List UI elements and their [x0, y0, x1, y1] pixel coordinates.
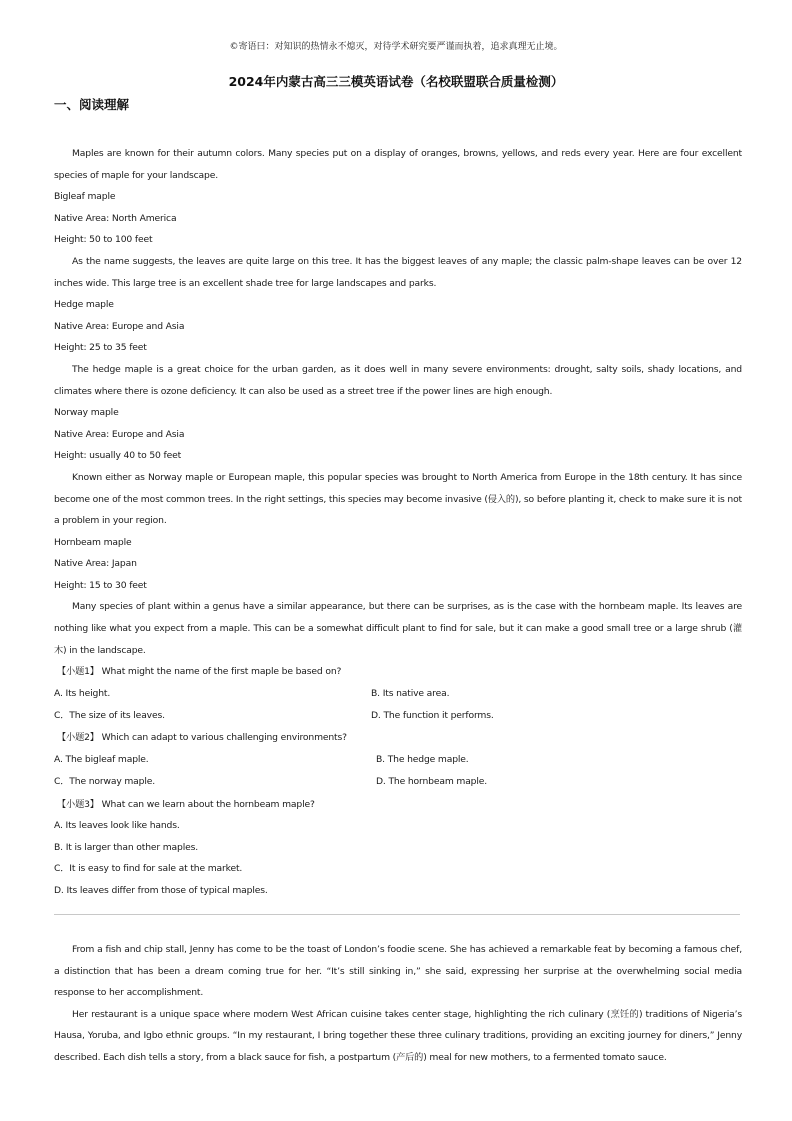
passage-paragraph: Her restaurant is a unique space where modern West African cuisine takes center stage, highlighting the rich culinary (烹饪的) traditions of Nigeria’s Hausa, Yoruba, and Igbo ethnic groups. “In my restaurant, I bring together these three culinary traditions, providing an exciting journey for diners,” Jenny described. Each dish tells a story, from a black sauce for fish, a postpartum (产后的) meal for new mothers, to a fermented tomato sauce.: [54, 1008, 742, 1063]
species-area: Native Area: North America: [54, 212, 177, 224]
species-name: Norway maple: [54, 407, 119, 419]
option-row: [54, 771, 742, 793]
passage-paragraph: From a fish and chip stall, Jenny has come to be the toast of London’s foodie scene. She has achieved a remarkable feat by becoming a famous chef, a distinction that has been a dream coming true for her. “It’s still sinking in,” she said, expressing her surprise at the overwhelming social media response to her accomplishment.: [54, 944, 742, 999]
species-name: Hedge maple: [54, 299, 114, 311]
species-height: Height: 50 to 100 feet: [54, 234, 153, 246]
species-description: The hedge maple is a great choice for the urban garden, as it does well in many severe environments: drought, salty soils, shady locations, and climates where there is ozone deficiency. It can also be used as a street tree if the power lines are high enough.: [54, 363, 742, 397]
question-stem: 【小题2】 Which can adapt to various challenging environments?: [57, 732, 347, 744]
page-title: 2024年内蒙古高三三模英语试卷（名校联盟联合质量检测）: [228, 74, 564, 89]
question-stem: 【小题1】 What might the name of the first maple be based on?: [57, 666, 342, 678]
section-heading: 一、阅读理解: [54, 97, 130, 112]
option-a[interactable]: A. Its height.: [54, 687, 111, 699]
species-area: Native Area: Japan: [54, 558, 137, 570]
option-row: [54, 705, 742, 727]
option-b[interactable]: B. The hedge maple.: [376, 754, 469, 766]
species-description: Known either as Norway maple or European maple, this popular species was brought to North America from Europe in the 18th century. It has since become one of the most common trees. In the right settings, this species may become invasive (侵入的), so before planting it, check to make sure it is not a problem in your region.: [54, 471, 742, 527]
species-name: Hornbeam maple: [54, 536, 132, 548]
option-d[interactable]: D. The hornbeam maple.: [376, 776, 488, 788]
option-d[interactable]: D. Its leaves differ from those of typical maples.: [54, 885, 268, 896]
species-area: Native Area: Europe and Asia: [54, 320, 185, 332]
species-height: Height: 15 to 30 feet: [54, 579, 147, 591]
passage-2: [54, 939, 742, 1069]
option-d[interactable]: D. The function it performs.: [371, 710, 494, 722]
option-c[interactable]: C．The norway maple.: [54, 776, 156, 788]
option-c[interactable]: C．It is easy to find for sale at the market.: [54, 863, 243, 875]
species-height: Height: usually 40 to 50 feet: [54, 450, 182, 462]
option-a[interactable]: A. Its leaves look like hands.: [54, 820, 180, 832]
option-b[interactable]: B. Its native area.: [371, 687, 450, 699]
question-stem: 【小题3】 What can we learn about the hornbeam maple?: [57, 798, 315, 810]
passage-1: [54, 143, 742, 902]
option-row: [54, 683, 742, 705]
section-divider: [54, 914, 740, 915]
species-height: Height: 25 to 35 feet: [54, 342, 147, 354]
species-name: Bigleaf maple: [54, 191, 116, 203]
species-description: Many species of plant within a genus have a similar appearance, but there can be surprises, as is the case with the hornbeam maple. Its leaves are nothing like what you expect from a maple. This can be a somewhat difficult plant to find for sale, but it can make a good small tree or a large shrub (灌木) in the landscape.: [54, 601, 742, 656]
option-a[interactable]: A. The bigleaf maple.: [54, 754, 149, 766]
option-b[interactable]: B. It is larger than other maples.: [54, 841, 199, 853]
intro-paragraph: Maples are known for their autumn colors. Many species put on a display of oranges, browns, yellows, and reds every year. Here are four excellent species of maple for your landscape.: [54, 148, 742, 181]
species-area: Native Area: Europe and Asia: [54, 428, 185, 440]
motto: ©寄语曰：对知识的热情永不熄灭，对待学术研究要严谨而执着，追求真理无止境。: [229, 42, 563, 52]
option-row: [54, 749, 742, 771]
species-description: As the name suggests, the leaves are quite large on this tree. It has the biggest leaves of any maple; the classic palm-shape leaves can be over 12 inches wide. This large tree is an excellent shade tree for large landscapes and parks.: [54, 255, 742, 289]
option-c[interactable]: C．The size of its leaves.: [54, 710, 165, 722]
